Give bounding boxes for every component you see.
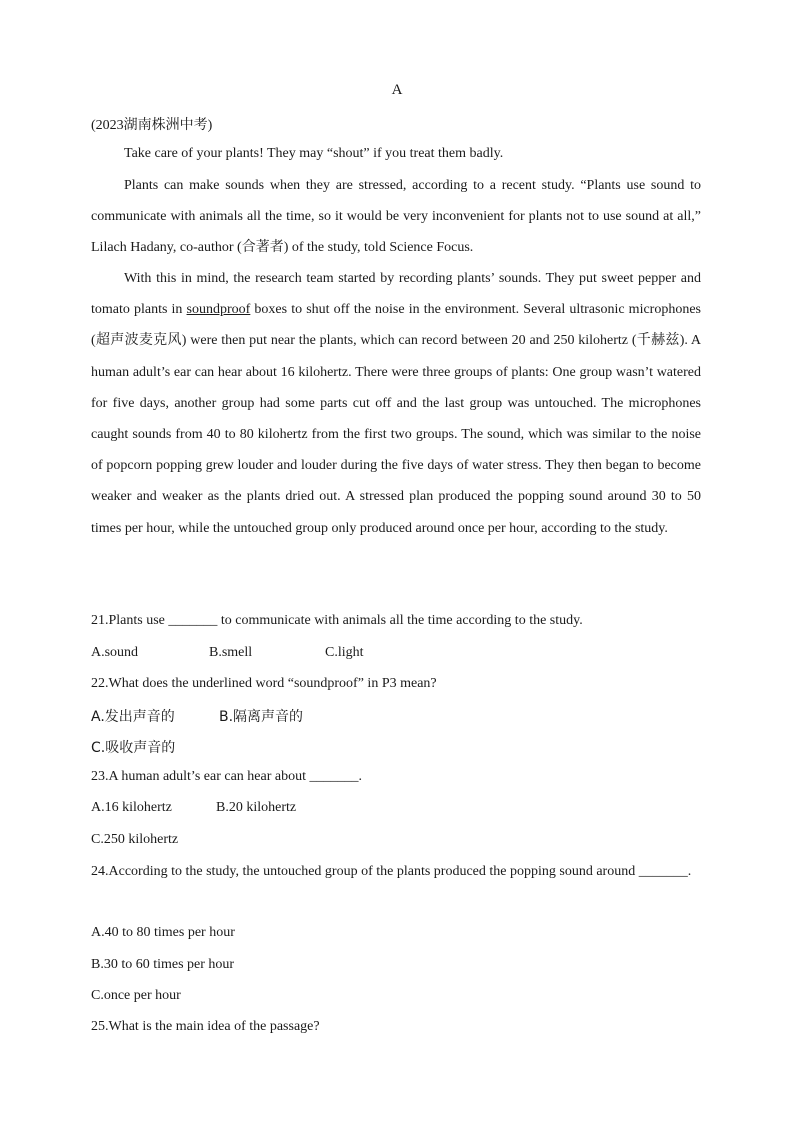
question-22-options <box>91 706 701 726</box>
question-21-stem: 21.Plants use _______ to communicate with animals all the time according to the study. <box>91 613 583 628</box>
question-21-option-c: C.light <box>325 645 364 660</box>
paragraph-3-before: With this in mind, the research team started by recording plants’ sounds. They put sweet pepper and tomato plants in <box>91 271 701 318</box>
question-22-option-c: C.吸收声音的 <box>91 740 176 756</box>
paragraph-3-after: boxes to shut off the noise in the environment. Several ultrasonic microphones (超声波麦克风) were then put near the plants, which can record between 20 and 250 kilohertz (千赫兹). A human adult’s ear can hear about 16 kilohertz. There were three groups of plants: One group wasn’t watered for five days, another group had some parts cut off and the last group was untouched. The microphones caught sounds from 40 to 80 kilohertz from the first two groups. The sound, which was similar to the noise of popcorn popping grew louder and louder during the five days of water stress. They then began to become weaker and weaker as the plants dried out. A stressed plan produced the popping sound around 30 to 50 times per hour, while the untouched group only produced around once per hour, according to the study. <box>91 302 702 536</box>
paragraph-1: Take care of your plants! They may “shout” if you treat them badly. <box>124 146 504 161</box>
question-21-option-a: A.sound <box>91 645 139 660</box>
passage-source: (2023湖南株洲中考) <box>91 118 213 133</box>
question-23-option-c: C.250 kilohertz <box>91 832 179 847</box>
question-25-stem: 25.What is the main idea of the passage? <box>91 1019 320 1034</box>
question-24-stem: 24.According to the study, the untouched group of the plants produced the popping sound around _______. <box>91 864 692 879</box>
question-21-option-b: B.smell <box>209 645 253 660</box>
question-23-stem: 23.A human adult’s ear can hear about _______. <box>91 769 362 784</box>
underlined-word-soundproof: soundproof <box>186 302 251 318</box>
paragraph-3 <box>91 263 701 544</box>
question-22-option-a: A.发出声音的 <box>91 709 175 725</box>
passage-title: A <box>391 82 403 98</box>
question-24-option-a: A.40 to 80 times per hour <box>91 925 235 940</box>
question-22-option-b: B.隔离声音的 <box>219 709 304 725</box>
question-24-option-b: B.30 to 60 times per hour <box>91 957 235 972</box>
question-22-stem: 22.What does the underlined word “soundproof” in P3 mean? <box>91 676 437 691</box>
question-23-options <box>91 800 701 816</box>
question-23-option-a: A.16 kilohertz <box>91 800 172 815</box>
question-24-option-c: C.once per hour <box>91 988 181 1003</box>
paragraph-2: Plants can make sounds when they are stressed, according to a recent study. “Plants use sound to communicate with animals all the time, so it would be very inconvenient for plants not to use sound at all,” Lilach Hadany, co-author (合著者) of the study, told Science Focus. <box>91 178 701 256</box>
question-21-options <box>91 645 701 661</box>
question-23-option-b: B.20 kilohertz <box>216 800 297 815</box>
